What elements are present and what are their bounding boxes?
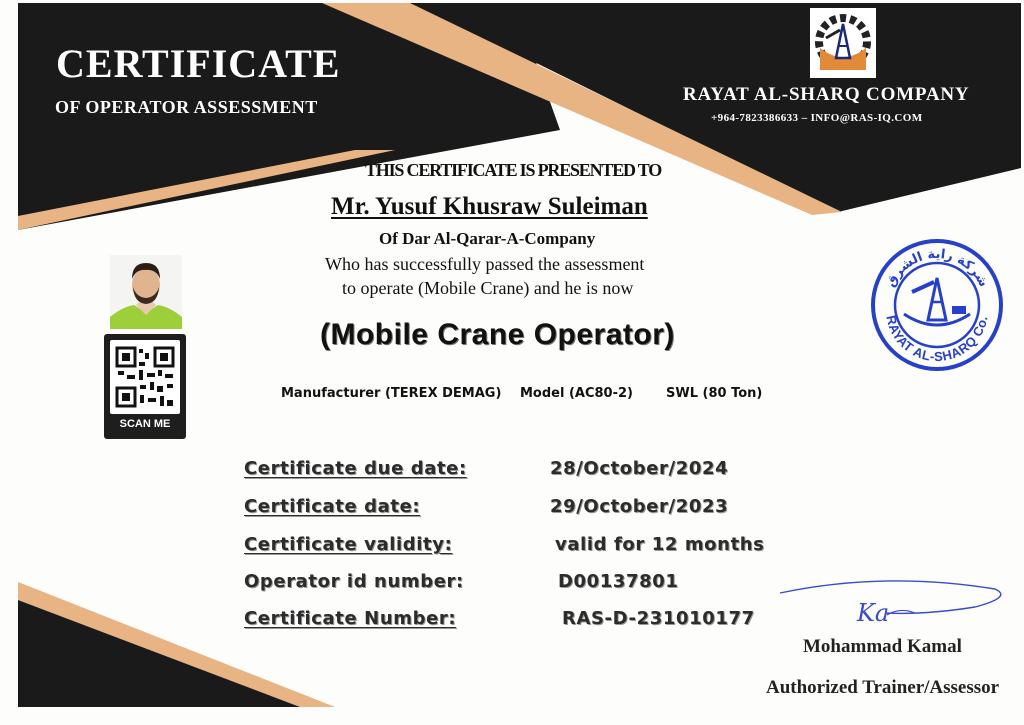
qr-code-card[interactable] (104, 334, 186, 439)
due-date-value: 28/October/2024 (550, 458, 729, 479)
signatory-name: Mohammad Kamal (803, 636, 962, 657)
certificate-title: CERTIFICATE (56, 41, 341, 86)
signatory-title: Authorized Trainer/Assessor (766, 677, 1000, 698)
certificate-subtitle: OF OPERATOR ASSESSMENT (55, 97, 318, 117)
certificate-date-value: 29/October/2023 (550, 496, 729, 517)
assessment-description-line-1: Who has successfully passed the assessment (325, 254, 645, 274)
company-seal-stamp (868, 236, 1006, 374)
recipient-name: Mr. Yusuf Khusraw Suleiman (331, 193, 648, 220)
svg-text:شركة راية الشرق: شركة راية الشرق (883, 246, 991, 290)
qr-code-icon (110, 340, 180, 414)
model-info: Model (AC80-2) (520, 386, 633, 401)
certificate-date-label: Certificate date: (244, 496, 421, 517)
oil-derrick-gear-logo-icon (810, 8, 876, 78)
company-logo (810, 8, 876, 78)
handwritten-signature (775, 577, 1010, 637)
manufacturer-info: Manufacturer (TEREX DEMAG) (281, 386, 502, 401)
certificate-number-value: RAS-D-231010177 (562, 608, 755, 629)
validity-label: Certificate validity: (244, 534, 453, 555)
recipient-company: Of Dar Al-Qarar-A-Company (379, 229, 596, 248)
operator-photo (110, 255, 182, 329)
certificate-number-label: Certificate Number: (244, 608, 457, 629)
due-date-label: Certificate due date: (244, 458, 467, 479)
scan-me-label: SCAN ME (119, 418, 171, 430)
operator-id-value: D00137801 (558, 571, 679, 592)
operator-role: (Mobile Crane Operator) (320, 318, 675, 351)
issuer-company-name: RAYAT AL-SHARQ COMPANY (683, 84, 970, 105)
operator-id-label: Operator id number: (244, 571, 464, 592)
presented-to-heading: THIS CERTIFICATE IS PRESENTED TO (365, 160, 662, 180)
swl-info: SWL (80 Ton) (666, 386, 763, 401)
assessment-description-line-2: to operate (Mobile Crane) and he is now (342, 278, 634, 298)
issuer-contact: +964-7823386633 – INFO@RAS-IQ.COM (711, 112, 923, 124)
validity-value: valid for 12 months (555, 534, 765, 555)
svg-text:RAYAT AL-SHARQ Co.: RAYAT AL-SHARQ Co. (883, 313, 991, 365)
svg-text:Ka: Ka (857, 599, 890, 627)
